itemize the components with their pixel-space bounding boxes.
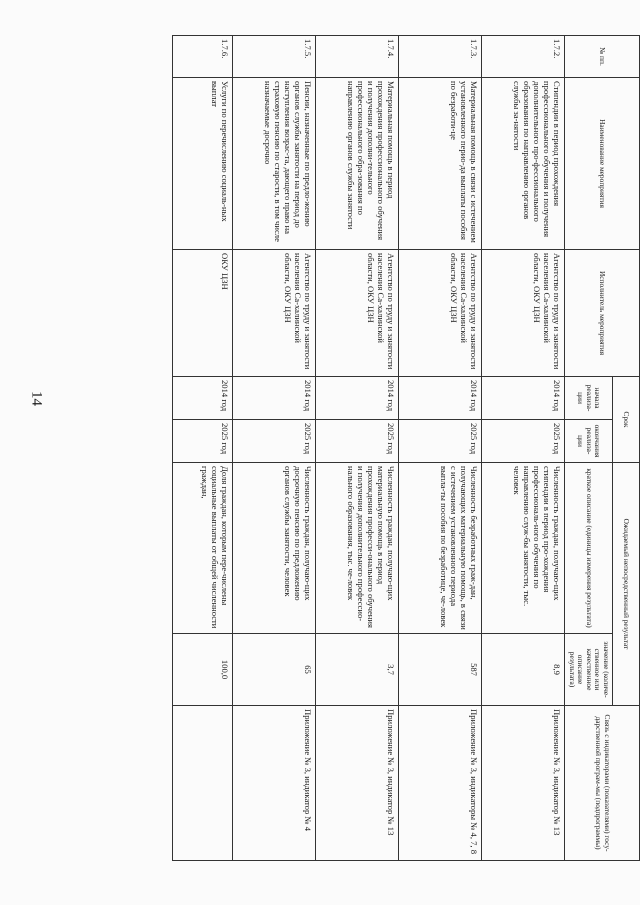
row-name: Материальная помощь в связи с истечением установленного перио-да выплаты пособия по безработи-це xyxy=(399,78,482,250)
measures-table xyxy=(172,35,640,861)
header-name: Наименование мероприятия xyxy=(565,78,640,250)
header-num: № пп. xyxy=(565,36,640,78)
row-start: 2014 год xyxy=(482,377,565,420)
row-name: Стипендии в период прохождения профессионального обучения и получения дополнительного про-фессионального образования по направлению органов службы за-нятости xyxy=(482,78,565,250)
row-end: 2025 год xyxy=(173,420,233,463)
rotated-table-page xyxy=(83,35,640,860)
header-executor: Исполнитель мероприятия xyxy=(565,250,640,377)
header-row-1 xyxy=(613,36,640,861)
row-name: Услуги по перечислению социаль-ных выплат xyxy=(173,78,233,250)
header-result-value: значение (количе-ственное или качественное описание результата) xyxy=(565,634,613,706)
table-row xyxy=(482,36,565,861)
row-link: Приложение № 3, индикаторы № 4, 7, 8 xyxy=(399,706,482,861)
row-start: 2014 год xyxy=(233,377,316,420)
row-name: Материальная помощь в период прохождения профессионального обучения и получения дополни-тельного профессионального обра-зования по направлению органов службы занятости xyxy=(316,78,399,250)
row-executor: Агентство по труду и занятости населения Са-халинской области, ОКУ ЦЗН xyxy=(399,250,482,377)
header-link: Связь с индикаторами (показателями) госу-дарственной програм-мы (подпрограммы) xyxy=(565,706,640,861)
row-value: 587 xyxy=(399,634,482,706)
row-value: 65 xyxy=(233,634,316,706)
table-row xyxy=(173,36,233,861)
page-number: 14 xyxy=(28,391,45,406)
row-value: 3,7 xyxy=(316,634,399,706)
row-executor: ОКУ ЦЗН xyxy=(173,250,233,377)
row-desc: Численность граждан, получаю-щих стипендии в период про-хождения профессиональ-ного обучения по направлению служ-бы занятости, тыс. человек xyxy=(482,463,565,634)
row-num: 1.7.3. xyxy=(399,36,482,78)
row-desc: Доля граждан, которым пере-числены социальные выплаты от общей численности граждан, xyxy=(173,463,233,634)
row-end: 2025 год xyxy=(399,420,482,463)
row-name: Пенсии, назначенные по предло-жению органов службы занятости на период до наступления возрас-та, дающего право на страховую пенсию по старости, в том числе назначаемые досрочно xyxy=(233,78,316,250)
header-result-desc: краткое описание (единицы измерения результата) xyxy=(565,463,613,634)
row-link: Приложение № 3, индикатор № 13 xyxy=(316,706,399,861)
row-value: 8,9 xyxy=(482,634,565,706)
table-row xyxy=(316,36,399,861)
row-start: 2014 год xyxy=(173,377,233,420)
table-row xyxy=(399,36,482,861)
row-end: 2025 год xyxy=(316,420,399,463)
row-start: 2014 год xyxy=(316,377,399,420)
header-term: Срок xyxy=(613,377,640,463)
header-term-end: окончания реализа-ции xyxy=(565,420,613,463)
row-executor: Агентство по труду и занятости населения Са-халинской области, ОКУ ЦЗН xyxy=(233,250,316,377)
row-num: 1.7.4. xyxy=(316,36,399,78)
table-row xyxy=(233,36,316,861)
row-executor: Агентство по труду и занятости населения Са-халинской области, ОКУ ЦЗН xyxy=(316,250,399,377)
row-desc: Численность безработных граж-дан, получающих материальную помощь, в связи с истечением установленного периода выпла-ты пособия по безработице, че-ловек xyxy=(399,463,482,634)
row-end: 2025 год xyxy=(233,420,316,463)
row-link xyxy=(173,706,233,861)
row-link: Приложение № 3, индикатор № 13 xyxy=(482,706,565,861)
row-desc: Численность граждан, получаю-щих досрочную пенсию по предложению органов службы занятости, человек xyxy=(233,463,316,634)
header-result: Ожидаемый непосредственный результат xyxy=(613,463,640,706)
header-term-start: начала реализа-ции xyxy=(565,377,613,420)
row-end: 2025 год xyxy=(482,420,565,463)
row-value: 100,0 xyxy=(173,634,233,706)
row-executor: Агентство по труду и занятости населения Са-халинской области, ОКУ ЦЗН xyxy=(482,250,565,377)
row-num: 1.7.5. xyxy=(233,36,316,78)
row-num: 1.7.2. xyxy=(482,36,565,78)
row-num: 1.7.6. xyxy=(173,36,233,78)
row-desc: Численность граждан, получаю-щих материальную помощь в период прохождения професси-онального обучения и получения дополнительного профессио-нального образования, тыс. че-ловек xyxy=(316,463,399,634)
row-start: 2014 год xyxy=(399,377,482,420)
row-link: Приложение № 3, индикатор № 4 xyxy=(233,706,316,861)
